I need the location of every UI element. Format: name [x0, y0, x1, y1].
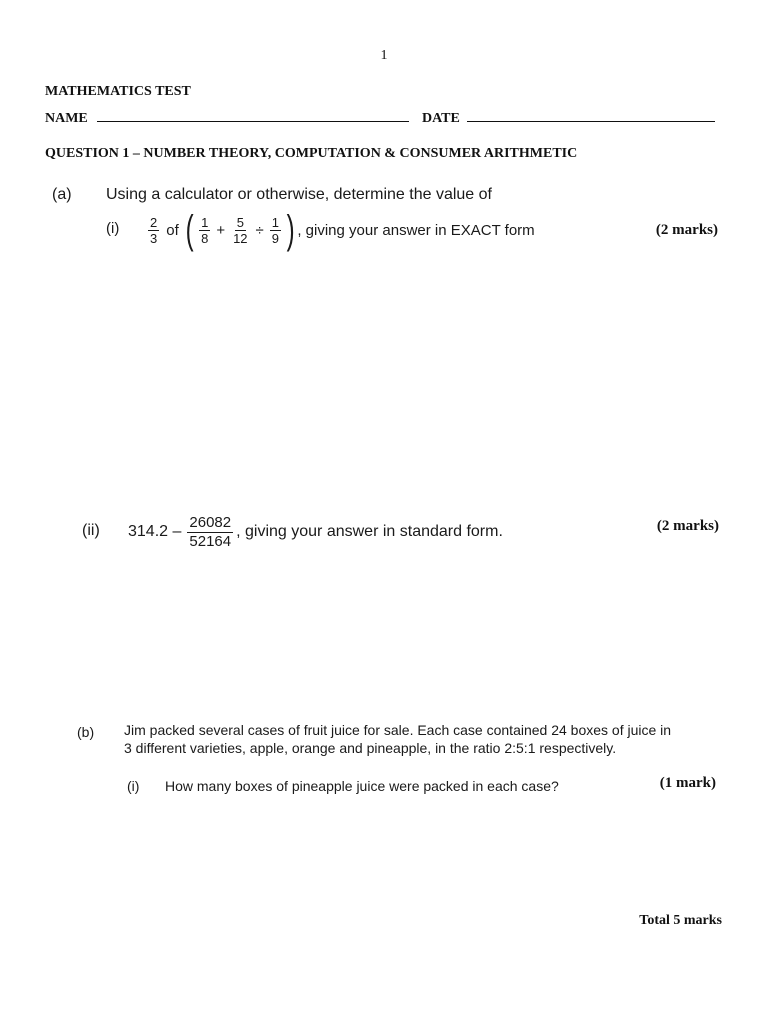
part-b-line-2: 3 different varieties, apple, orange and pineapple, in the ratio 2:5:1 respectively.: [124, 740, 617, 756]
fraction-one-ninth: $\frac{1}{9}$: [271, 214, 280, 246]
part-b-label: (b): [77, 724, 95, 740]
fraction-26082-52164: $\frac{26082}{52164}$: [189, 513, 232, 550]
date-field[interactable]: [467, 120, 715, 122]
page-number: 1: [380, 48, 388, 63]
part-a-text: Using a calculator or otherwise, determine the value of: [106, 186, 492, 203]
part-a-ii-marks: (2 marks): [656, 518, 719, 534]
part-a-ii-label: (ii): [82, 522, 100, 539]
part-a-i-expression: [145, 208, 535, 252]
divide-sign: ÷: [255, 221, 264, 239]
part-b-i-label: (i): [127, 778, 140, 794]
fraction-two-thirds: $\frac{2}{3}$: [150, 214, 158, 246]
part-a-i-label: (i): [106, 220, 120, 237]
of-word: of: [166, 221, 179, 239]
fraction-five-twelfths: $\frac{5}{12}$: [233, 214, 248, 246]
name-row: [45, 111, 409, 127]
part-b-i-marks: (1 mark): [659, 775, 716, 791]
part-b-line-1: Jim packed several cases of fruit juice for sale. Each case contained 24 boxes of juice in: [124, 722, 672, 738]
part-a-ii-value: 314.2 –: [128, 523, 182, 540]
fraction-one-eighth: $\frac{1}{8}$: [201, 214, 209, 246]
date-label: DATE: [422, 111, 460, 126]
question-heading: QUESTION 1 – NUMBER THEORY, COMPUTATION & CONSUMER ARITHMETIC: [45, 146, 578, 161]
part-a-ii-text: , giving your answer in standard form.: [236, 523, 503, 540]
plus-sign: +: [216, 221, 226, 239]
test-title: MATHEMATICS TEST: [45, 84, 191, 99]
name-field[interactable]: [97, 120, 409, 122]
name-label: NAME: [45, 111, 88, 126]
part-a-i-marks: (2 marks): [655, 222, 718, 238]
total-marks: Total 5 marks: [639, 913, 722, 928]
part-a-ii-expression: [128, 510, 503, 554]
right-bracket: ): [286, 208, 295, 252]
date-row: [422, 111, 715, 127]
part-a-label: (a): [52, 186, 72, 203]
part-b-i-text: How many boxes of pineapple juice were packed in each case?: [165, 778, 559, 794]
part-a-i-text: , giving your answer in EXACT form: [297, 221, 535, 239]
left-bracket: (: [185, 208, 194, 252]
